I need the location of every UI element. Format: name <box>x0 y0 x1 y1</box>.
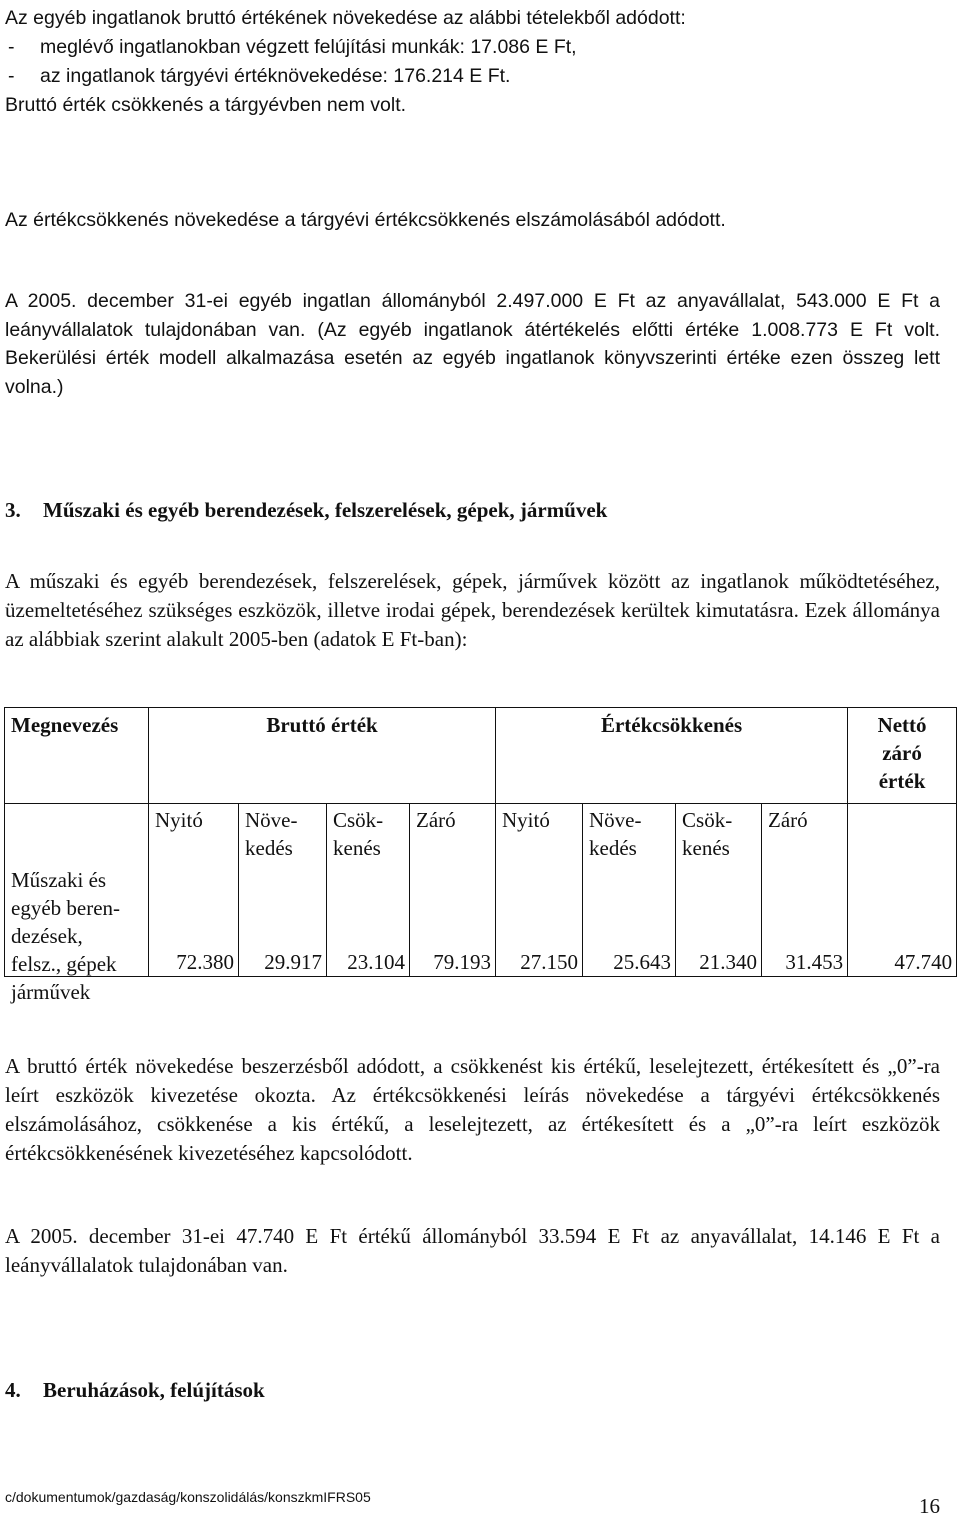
cell-depr-opening <box>496 804 583 977</box>
subheader: Záró <box>768 808 808 832</box>
decrease-line: Bruttó érték csökkenés a tárgyévben nem volt. <box>5 94 407 116</box>
ownership-paragraph-2 <box>5 1222 940 1280</box>
section-number: 3. <box>5 498 21 522</box>
bullet-dash: - <box>8 36 15 58</box>
depreciation-line <box>5 206 940 235</box>
row-label-cell <box>5 804 149 1004</box>
cell-depr-closing <box>762 804 848 977</box>
row-label <box>11 866 120 1006</box>
cell-gross-opening <box>149 804 239 977</box>
cell-depr-decrease <box>676 804 762 977</box>
section-3-text: A műszaki és egyéb berendezések, felszerelések, gépek, járművek között az ingatlanok működtetéséhez, üzemeltetéséhez szükséges eszközök, illetve irodai gépek, berendezések kerültek kimutatásra. Ezek állománya az alábbiak szerint alakult 2005-ben (adatok E Ft-ban): <box>5 569 940 651</box>
section-number: 4. <box>5 1378 21 1402</box>
value: 72.380 <box>176 950 234 974</box>
bullet-text: meglévő ingatlanokban végzett felújítási munkák: 17.086 E Ft, <box>40 36 577 58</box>
header-net: Nettó záró érték <box>848 708 957 804</box>
section-title: Beruházások, felújítások <box>43 1378 265 1402</box>
header-name: Megnevezés <box>5 708 149 804</box>
bullet-item <box>5 33 940 62</box>
section-3-paragraph <box>5 567 940 654</box>
ownership-part2: E Ft a leányvállalatok tulajdonában van. (Az egyéb ingatlanok átértékelés előtti értéke 1.008.773 E Ft volt. <box>5 290 940 341</box>
ownership-part3: Bekerülési érték modell alkalmazása esetén az egyéb ingatlanok könyvszerinti értéke ezen összeg lett volna.) <box>5 347 940 398</box>
subheader: Növe- kedés <box>245 808 298 860</box>
header-gross: Bruttó érték <box>149 708 496 804</box>
subheader: Csök- kenés <box>333 808 384 860</box>
cell-gross-closing <box>410 804 496 977</box>
page-number: 16 <box>919 1494 940 1518</box>
subheader: Nyitó <box>502 808 550 832</box>
header-depreciation: Értékcsökkenés <box>496 708 848 804</box>
subheader: Növe- kedés <box>589 808 642 860</box>
table-header-row <box>5 708 957 804</box>
after-table-paragraph <box>5 1052 940 1168</box>
depreciation-text: Az értékcsökkenés növekedése a tárgyévi értékcsökkenés elszámolásából adódott. <box>5 209 726 231</box>
table-row <box>5 804 957 977</box>
intro-block <box>5 4 940 120</box>
intro-line: Az egyéb ingatlanok bruttó értékének növekedése az alábbi tételekből adódott: <box>5 7 686 29</box>
row-label-line: felsz., gépek <box>11 952 117 976</box>
value: 27.150 <box>520 950 579 974</box>
bullet-text: az ingatlanok tárgyévi értéknövekedése: 176.214 E Ft. <box>40 65 511 87</box>
section-title: Műszaki és egyéb berendezések, felszerelések, gépek, járművek <box>43 498 608 522</box>
row-label-line: egyéb beren- <box>11 896 121 920</box>
ownership-2-text: A 2005. december 31-ei 47.740 E Ft értékű állományból 33.594 E Ft az anyavállalat, 14.146 E Ft a leányvállalatok tulajdonában van. <box>5 1224 940 1277</box>
row-label-line: járművek <box>11 980 91 1004</box>
cell-depr-increase <box>583 804 676 977</box>
assets-table <box>4 707 957 1004</box>
value: 23.104 <box>347 950 405 974</box>
value: 47.740 <box>894 950 953 974</box>
value: 21.340 <box>699 950 758 974</box>
value: 31.453 <box>785 950 844 974</box>
row-label-line: Műszaki és <box>11 868 107 892</box>
after-table-text: A bruttó érték növekedése beszerzésből adódott, a csökkenést kis értékű, leselejtezett, értékesített és „0”-ra leírt eszközök kivezetése okozta. Az értékcsökkenési leírás növekedése a tárgyévi értékcsökkenés elszámolásához, csökkenése a kis értékű, a leselejtezett, az értékesített és a „0”-ra leírt eszközök értékcsökkenésének kivezetéséhez kapcsolódott. <box>5 1054 940 1165</box>
bullet-dash: - <box>8 65 15 87</box>
row-label-line: dezések, <box>11 924 83 948</box>
subheader: Csök- kenés <box>682 808 733 860</box>
value: 25.643 <box>613 950 672 974</box>
cell-gross-increase <box>239 804 327 977</box>
value: 29.917 <box>264 950 322 974</box>
footer-path: c/dokumentumok/gazdaság/konszolidálás/konszkmIFRS05 <box>5 1489 371 1505</box>
ownership-paragraph <box>5 287 940 401</box>
value: 79.193 <box>433 950 492 974</box>
subheader: Nyitó <box>155 808 203 832</box>
cell-gross-decrease <box>327 804 410 977</box>
subheader: Záró <box>416 808 456 832</box>
bullet-item <box>5 62 940 91</box>
ownership-part1: A 2005. december 31-ei egyéb ingatlan állományból 2.497.000 E Ft az anyavállalat, 543.000 <box>5 290 867 312</box>
cell-net-closing <box>848 804 957 977</box>
section-3-heading <box>5 496 940 525</box>
section-4-heading <box>5 1376 940 1405</box>
